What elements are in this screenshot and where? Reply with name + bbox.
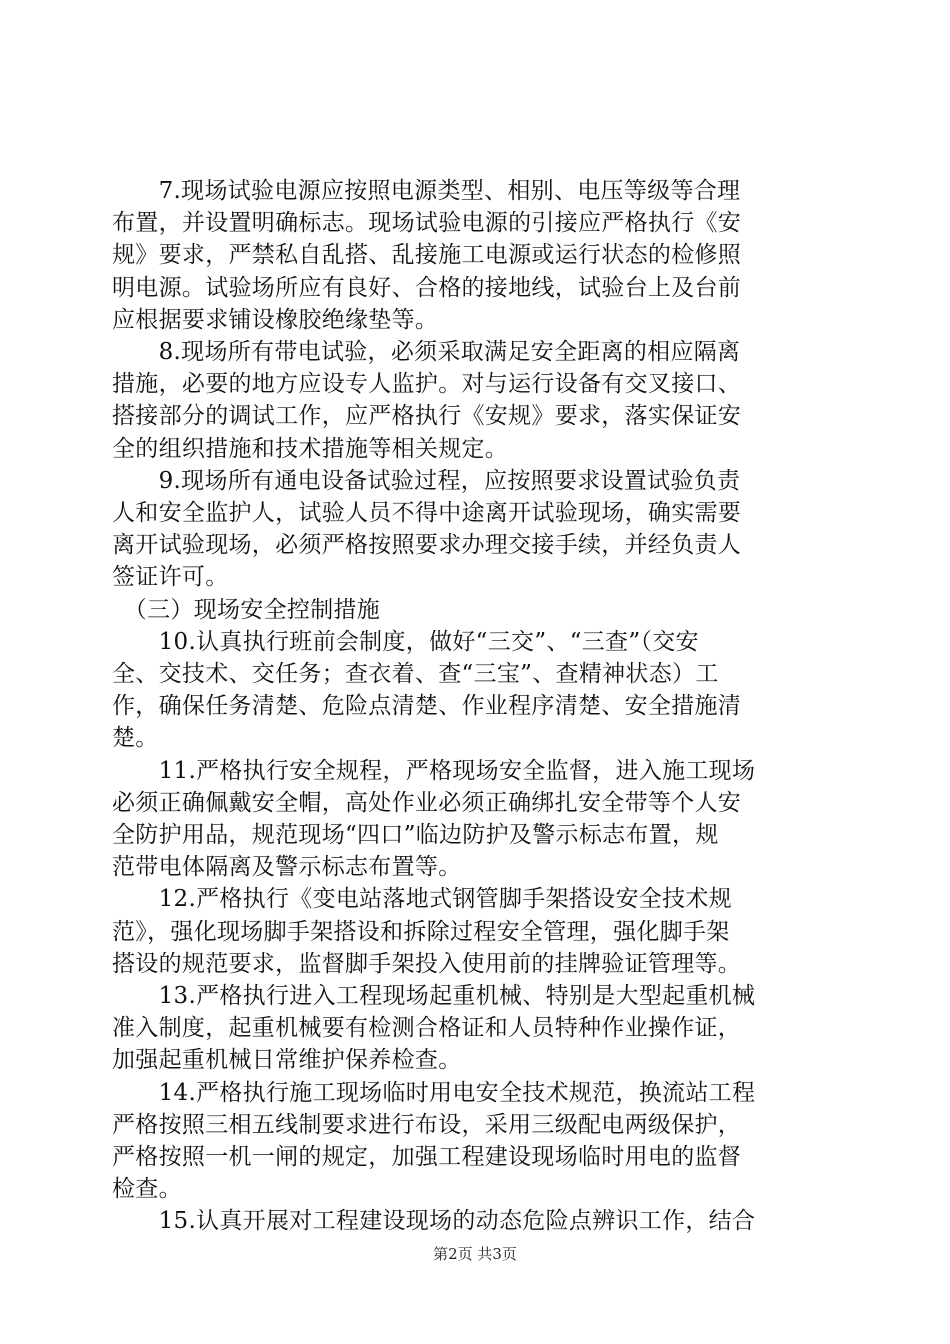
text-line: 签证许可。 <box>112 564 229 591</box>
text-line: 楚。 <box>112 725 159 752</box>
text-line: 7.现场试验电源应按照电源类型、相别、电压等级等合理 <box>112 178 741 204</box>
text-line: 范》，强化现场脚手架搭设和拆除过程安全管理，强化脚手架 <box>112 918 730 945</box>
text-line: 明电源。试验场所应有良好、合格的接地线，试验台上及台前 <box>112 274 742 301</box>
text-line: 14.严格执行施工现场临时用电安全技术规范，换流站工程 <box>112 1079 756 1106</box>
text-line: 12.严格执行《变电站落地式钢管脚手架搭设安全技术规 <box>112 886 732 913</box>
text-line: 准入制度，起重机械要有检测合格证和人员特种作业操作证， <box>112 1015 742 1042</box>
section-heading: （三）现场安全控制措施 <box>112 596 381 623</box>
text-line: 人和安全监护人，试验人员不得中途离开试验现场，确实需要 <box>112 500 742 526</box>
text-line: 搭接部分的调试工作，应严格执行《安规》要求，落实保证安 <box>112 403 742 430</box>
text-line: 10.认真执行班前会制度，做好“三交”、“三查”（交安 <box>112 628 699 655</box>
text-line: 全、交技术、交任务；查衣着、查“三宝”、查精神状态）工 <box>112 661 719 687</box>
text-line: 布置，并设置明确标志。现场试验电源的引接应严格执行《安 <box>112 210 742 237</box>
text-line: 应根据要求铺设橡胶绝缘垫等。 <box>112 306 439 333</box>
text-line: 严格按照三相五线制要求进行布设，采用三级配电两级保护， <box>112 1111 742 1138</box>
text-line: 规》要求，严禁私自乱搭、乱接施工电源或运行状态的检修照 <box>112 242 742 269</box>
text-line: 15.认真开展对工程建设现场的动态危险点辨识工作，结合 <box>112 1208 756 1235</box>
text-line: 9.现场所有通电设备试验过程，应按照要求设置试验负责 <box>112 467 741 494</box>
text-line: 范带电体隔离及警示标志布置等。 <box>112 854 462 881</box>
text-line: 严格按照一机一闸的规定，加强工程建设现场临时用电的监督 <box>112 1144 742 1170</box>
text-line: 必须正确佩戴安全帽，高处作业必须正确绑扎安全带等个人安 <box>112 789 742 816</box>
text-line: 加强起重机械日常维护保养检查。 <box>112 1047 462 1074</box>
text-line: 全防护用品，规范现场“四口”临边防护及警示标志布置，规 <box>112 822 719 848</box>
text-line: 全的组织措施和技术措施等相关规定。 <box>112 435 509 462</box>
text-line: 13.严格执行进入工程现场起重机械、特别是大型起重机械 <box>112 983 756 1009</box>
text-line: 作，确保任务清楚、危险点清楚、作业程序清楚、安全措施清 <box>112 693 742 720</box>
text-line: 检查。 <box>112 1176 182 1203</box>
text-line: 11.严格执行安全规程，严格现场安全监督，进入施工现场 <box>112 757 756 784</box>
text-line: 措施，必要的地方应设专人监护。对与运行设备有交叉接口、 <box>112 371 742 398</box>
text-line: 搭设的规范要求，监督脚手架投入使用前的挂牌验证管理等。 <box>112 950 742 977</box>
text-line: 8.现场所有带电试验，必须采取满足安全距离的相应隔离 <box>112 339 741 365</box>
text-line: 离开试验现场，必须严格按照要求办理交接手续，并经负责人 <box>112 532 742 559</box>
page-footer: 第2页 共3页 <box>433 1245 517 1263</box>
